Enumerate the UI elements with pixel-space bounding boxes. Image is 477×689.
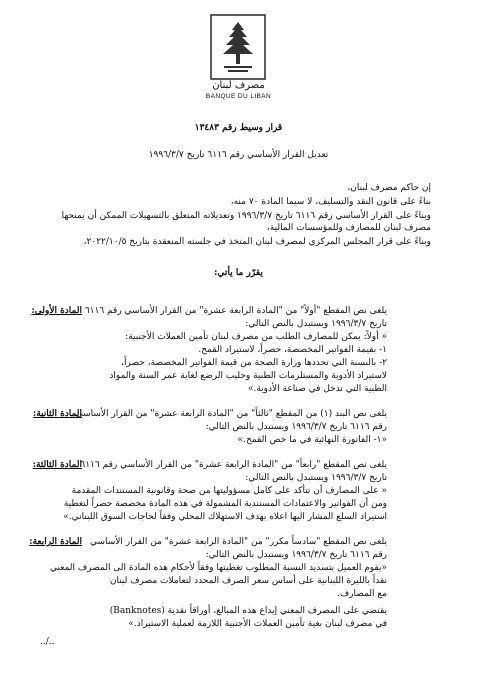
article-label: المادة الثانية: xyxy=(32,409,82,419)
article-2-line: «١- الفاتورة النهائية في ما خص القمح.» xyxy=(237,435,387,445)
article-4-line: رقم ٦١١٦ تاريخ ١٩٩٦/٣/٧ ويستبدل بالنص التالي: xyxy=(205,550,387,560)
article-1-line: تاريخ ١٩٩٦/٣/٧ ويستبدل بالنص التالي: xyxy=(245,319,387,329)
decides-heading: يقرّر ما يأتي: xyxy=(214,268,263,278)
article-label: المادة الثالثة: xyxy=(32,460,82,470)
article-2-line: رقم ٦١١٦ تاريخ ١٩٩٦/٣/٧ ويستبدل بالنص التالي: xyxy=(205,422,387,432)
article-label: المادة الأولى: xyxy=(31,306,82,316)
article-4-line: «يقوم العميل بتسديد النسبة المطلوب تغطيتها وفقاً لأحكام هذه المادة الى المصرف المعني xyxy=(50,563,387,573)
article-3-line: « على المصارف أن تتأكد على كامل مسؤوليتها من صحة وقانونية المستندات المقدمة xyxy=(71,486,387,496)
preamble-line: إن حاكم مصرف لبنان، xyxy=(347,183,431,193)
document-subtitle: تعديل القرار الأساسي رقم ٦١١٦ تاريخ ١٩٩٦/٣/٧ xyxy=(148,150,329,160)
continuation-mark: ../.. xyxy=(40,637,55,647)
preamble-line: وبناءً على القرار الأساسي رقم ٦١١٦ تاريخ ١٩٩٦/٣/٧ وتعديلاته المتعلق بالتسهيلات الممكن أن يمنحها xyxy=(61,211,431,221)
cedar-logo xyxy=(210,14,266,80)
article-2-line: يلغى نص البند (١) من المقطع "ثالثاً" من "المادة الرابعة عشرة" من القرار الأساسي xyxy=(75,409,387,419)
preamble-line: بناءً على قانون النقد والتسليف، لا سيما المادة ٧٠ منه، xyxy=(230,197,431,207)
bank-name-arabic: مصرف لبنان xyxy=(212,80,265,91)
article-3-line: ومن أن الفواتير والاعتمادات المستندية المشمولة في هذه المادة مخصصة حصراً لتغطية xyxy=(63,499,387,509)
document-title: قرار وسيط رقم ١٣٤٨٣ xyxy=(194,123,283,133)
article-1-line: ١- بقيمة الفواتير المخصصة، حصراً، لاستيراد القمح. xyxy=(198,345,387,355)
article-1-line: « أولاً: يمكن للمصارف الطلب من مصرف لبنان تأمين العملات الأجنبية: xyxy=(125,332,387,342)
article-1-line: الطبية التي تدخل في صناعة الأدوية.» xyxy=(247,384,387,394)
article-3-line: يلغى نص المقطع "رابعاً" من "المادة الرابعة عشرة" من القرار الأساسي رقم ٦١١٦ xyxy=(80,460,387,470)
preamble-line: مصرف لبنان للمصارف وللمؤسسات المالية، xyxy=(266,223,431,233)
article-4-line: مع المصارف. xyxy=(336,589,387,599)
article-4-line: نقداً بالليرة اللبنانية على أساس سعر الصرف المحدد لتعاملات مصرف لبنان xyxy=(109,576,387,586)
bank-name-english: BANQUE DU LIBAN xyxy=(205,93,272,100)
article-3-line: تاريخ ١٩٩٦/٣/٧ ويستبدل بالنص التالي: xyxy=(245,473,387,483)
article-4-line: يلغى نص المقطع "سادساً مكرر" من "المادة الرابعة عشرة" من القرار الأساسي xyxy=(89,537,387,547)
article-1-line: يلغى نص المقطع "أولاً" من "المادة الرابعة عشرة" من القرار الأساسي رقم ٦١١٦ xyxy=(84,306,387,316)
article-1-line: ٢- بالنسبة التي تحددها وزارة الصحة من قيمة الفواتير المخصصة، حصراً، xyxy=(121,358,387,368)
preamble-line: وبناءً على قرار المجلس المركزي لمصرف لبنان المتخذ في جلسته المنعقدة بتاريخ ٢٠٢٢/١٠/٥، xyxy=(83,237,431,247)
article-4-line: في مصرف لبنان بغية تأمين العملات الأجنبية اللازمة لعملية الاستيراد.» xyxy=(128,619,387,629)
article-4-line: يقتضي على المصرف المعني إيداع هذه المبالغ، أوراقاً نقدية (Banknotes) xyxy=(109,606,387,616)
article-label: المادة الرابعة: xyxy=(29,537,82,547)
article-3-line: استيراد السلع المشار اليها اعلاه بهدف الاستهلاك المحلي وفقاً لحاجات السوق اللبناني.» xyxy=(63,512,387,522)
article-1-line: لاستيراد الأدوية والمستلزمات الطبية وحليب الرضع لغاية عمر السنة والمواد xyxy=(109,371,387,381)
